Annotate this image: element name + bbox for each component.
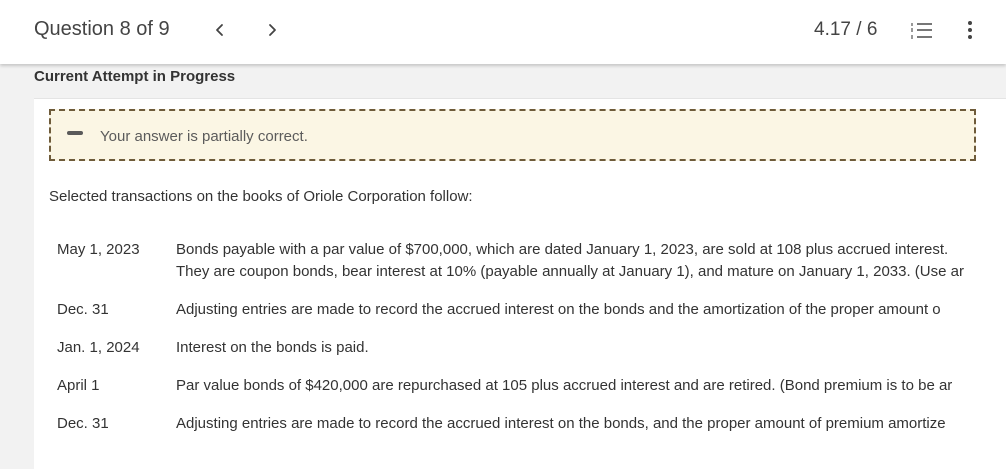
transaction-line: Adjusting entries are made to record the accrued interest on the bonds and the amortization of the proper amount o	[176, 301, 941, 318]
transaction-line: Adjusting entries are made to record the accrued interest on the bonds, and the proper amount of premium amortize	[176, 415, 946, 432]
transaction-line: They are coupon bonds, bear interest at 10% (payable annually at January 1), and mature on January 1, 2033. (Use ar	[176, 263, 964, 280]
score-display: 4.17 / 6	[814, 19, 878, 40]
transaction-date: April 1	[57, 377, 100, 394]
more-vertical-icon	[958, 18, 982, 44]
top-bar	[0, 0, 1006, 64]
next-question-button[interactable]	[258, 16, 286, 44]
transaction-date: Jan. 1, 2024	[57, 339, 140, 356]
transaction-date: Dec. 31	[57, 301, 109, 318]
transaction-line: Interest on the bonds is paid.	[176, 339, 369, 356]
numbered-list-icon	[908, 18, 936, 44]
transaction-date: Dec. 31	[57, 415, 109, 432]
transactions-list	[34, 99, 1006, 469]
previous-question-button[interactable]	[206, 16, 234, 44]
transaction-line: Bonds payable with a par value of $700,000, which are dated January 1, 2023, are sold at 108 plus accrued interest.	[176, 241, 949, 258]
transaction-description	[176, 375, 978, 397]
attempt-status-label: Current Attempt in Progress	[34, 68, 236, 85]
chevron-right-icon	[265, 23, 279, 37]
question-list-button[interactable]	[908, 18, 936, 44]
transaction-description	[176, 239, 978, 283]
transaction-line: Par value bonds of $420,000 are repurchased at 105 plus accrued interest and are retired. (Bond premium is to be ar	[176, 377, 953, 394]
more-options-button[interactable]	[958, 18, 982, 44]
question-intro: Selected transactions on the books of Oriole Corporation follow:	[49, 188, 473, 205]
transaction-description	[176, 413, 978, 435]
transaction-description	[176, 337, 978, 359]
transaction-description	[176, 299, 978, 321]
chevron-left-icon	[213, 23, 227, 37]
question-title: Question 8 of 9	[34, 18, 170, 40]
question-card	[34, 98, 1006, 469]
transaction-date: May 1, 2023	[57, 241, 140, 258]
feedback-text: Your answer is partially correct.	[100, 128, 308, 145]
